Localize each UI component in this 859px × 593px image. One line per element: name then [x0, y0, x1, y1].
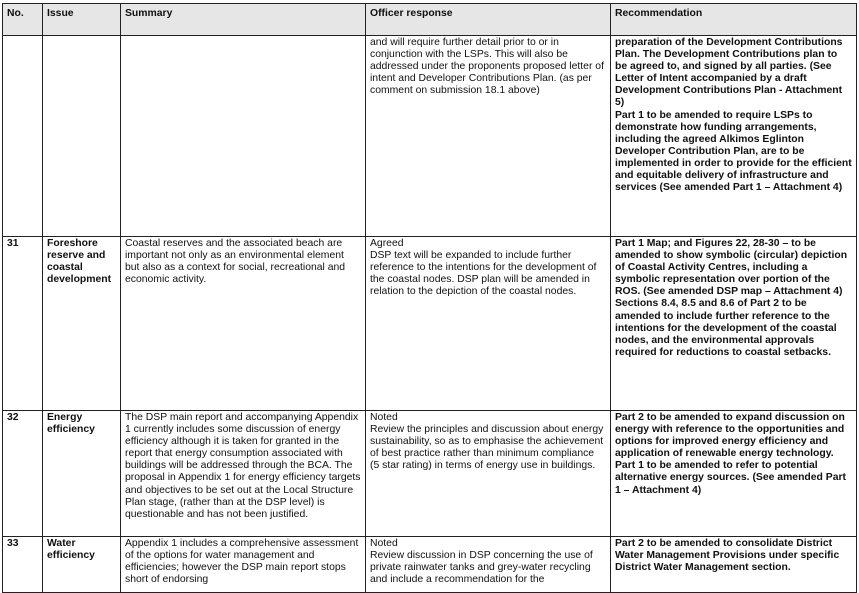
officer-status: Noted — [370, 538, 398, 549]
row-recommendation — [611, 237, 857, 411]
recommendation-paragraph: Part 2 to be amended to expand discussion on energy with reference to the opportunities and options for improved energy efficiency and application of renewable energy technology. — [615, 412, 845, 460]
recommendation-paragraph: Part 1 Map; and Figures 22, 28-30 – to be amended to show symbolic (circular) depiction of Coastal Activity Centres, including a symbolic representation over portion of the ROS. (See amended DSP map – Attachment 4) — [615, 238, 848, 298]
header-recommendation: Recommendation — [611, 4, 857, 36]
row-number: 32 — [3, 411, 43, 537]
recommendation-paragraph: Part 1 to be amended to refer to potential alternative energy sources. (See amended Part 1 – Attachment 4) — [615, 460, 847, 496]
recommendation-paragraph: preparation of the Development Contributions Plan. The Development Contributions plan to be agreed to, and signed by all parties. (See Letter of Intent accompanied by a draft Development Contributions Plan - Attachment 5) — [615, 37, 843, 109]
header-no: No. — [3, 4, 43, 36]
table-row — [3, 36, 857, 237]
row-issue — [43, 36, 121, 237]
row-issue: Energy efficiency — [43, 411, 121, 537]
row-recommendation — [611, 537, 857, 593]
header-summary: Summary — [121, 4, 366, 36]
officer-paragraph: DSP text will be expanded to include further reference to the intentions for the development of the coastal nodes. DSP plan will be amended in relation to the depiction of the coastal nodes. — [370, 250, 597, 298]
officer-paragraph: Review discussion in DSP concerning the use of private rainwater tanks and grey-water recycling and include a recommendation for the — [370, 550, 593, 586]
row-officer-response — [366, 237, 611, 411]
officer-paragraph: and will require further detail prior to or in conjunction with the LSPs. This will also be addressed under the proponents proposed letter of intent and Developer Contributions Plan. (as per comment on submission 18.1 above) — [370, 37, 604, 97]
row-number: 33 — [3, 537, 43, 593]
recommendation-paragraph: Part 2 to be amended to consolidate District Water Management Provisions under specific District Water Management section. — [615, 538, 840, 574]
table-row — [3, 411, 857, 537]
header-issue: Issue — [43, 4, 121, 36]
table-header-row — [3, 4, 857, 36]
row-issue: Foreshore reserve and coastal development — [43, 237, 121, 411]
officer-paragraph: Review the principles and discussion about energy sustainability, so as to emphasise the achievement of best practice rather than minimum compliance (5 star rating) in terms of energy use in buildings. — [370, 424, 604, 472]
row-summary: Appendix 1 includes a comprehensive assessment of the options for water management and efficiencies; however the DSP main report stops short of endorsing — [121, 537, 366, 593]
recommendation-paragraph: Sections 8.4, 8.5 and 8.6 of Part 2 to be amended to include further reference to the intentions for the development of the coastal nodes, and the environmental approvals required for reductions to coastal setbacks. — [615, 298, 837, 358]
row-issue: Water efficiency — [43, 537, 121, 593]
officer-status: Noted — [370, 412, 398, 423]
row-number — [3, 36, 43, 237]
table-row — [3, 237, 857, 411]
row-officer-response — [366, 537, 611, 593]
officer-status: Agreed — [370, 238, 404, 249]
row-officer-response — [366, 411, 611, 537]
row-summary: Coastal reserves and the associated beach are important not only as an environmental element but also as a context for social, recreational and economic activity. — [121, 237, 366, 411]
row-summary — [121, 36, 366, 237]
row-summary: The DSP main report and accompanying Appendix 1 currently includes some discussion of energy efficiency although it is taken for granted in the report that energy consumption associated with buildings will be addressed through the BCA. The proposal in Appendix 1 for energy efficiency targets and objectives to be set out at the Local Structure Plan stage, (rather than at the DSP level) is questionable and has not been justified. — [121, 411, 366, 537]
row-recommendation — [611, 36, 857, 237]
row-recommendation — [611, 411, 857, 537]
row-number: 31 — [3, 237, 43, 411]
header-officer-response: Officer response — [366, 4, 611, 36]
row-officer-response — [366, 36, 611, 237]
recommendation-paragraph: Part 1 to be amended to require LSPs to demonstrate how funding arrangements, including the agreed Alkimos Eglinton Developer Contribution Plan, are to be implemented in order to provide for the efficient and equitable delivery of infrastructure and services (See amended Part 1 – Attachment 4) — [615, 109, 852, 194]
table-row — [3, 537, 857, 593]
submissions-table — [2, 3, 857, 593]
